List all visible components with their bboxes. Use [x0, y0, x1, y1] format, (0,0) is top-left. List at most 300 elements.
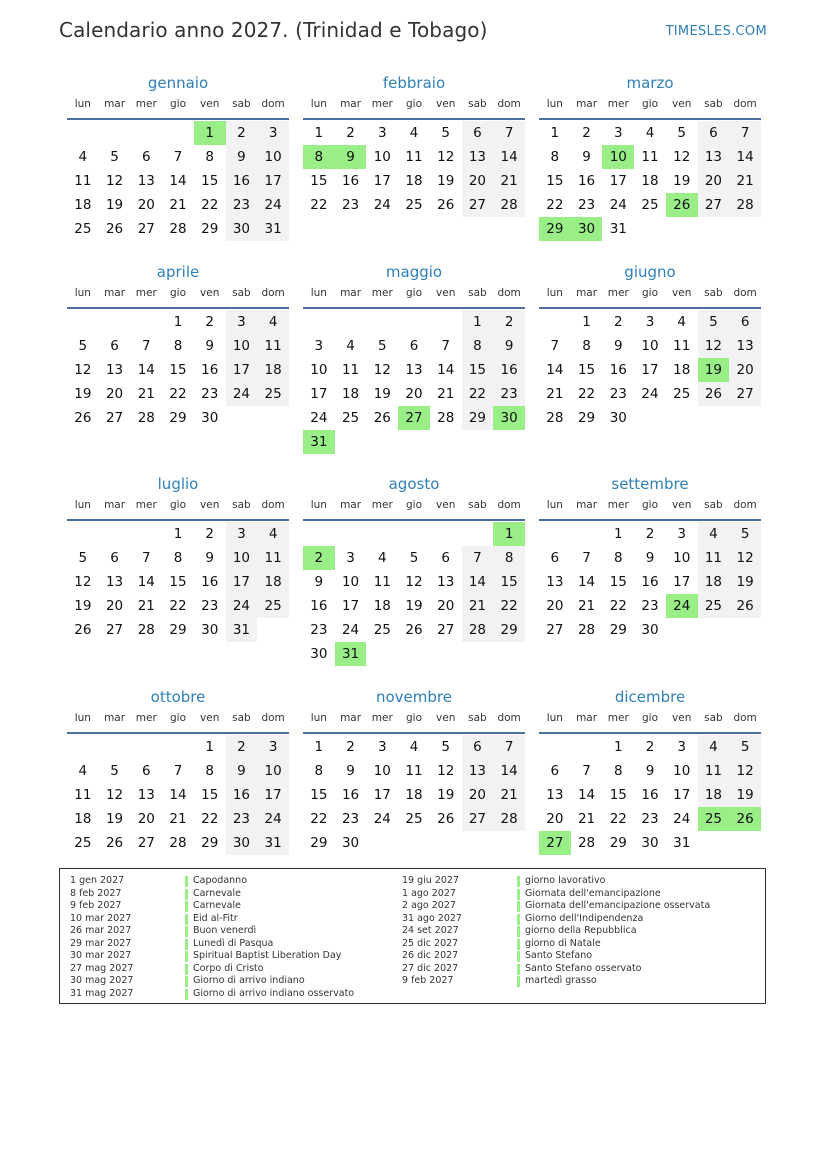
day-cell: 5 [441, 739, 450, 755]
day-cell: 19 [105, 197, 124, 213]
weekday-label: sab [704, 499, 723, 511]
day-cell: 31 [226, 618, 258, 642]
holiday-day-cell: 27 [539, 831, 571, 855]
day-cell: 16 [201, 362, 219, 378]
holiday-day-cell: 27 [398, 406, 430, 430]
day-cell: 26 [74, 622, 92, 638]
day-cell: 18 [641, 173, 659, 189]
holiday-row [402, 938, 710, 951]
month-maggio [303, 261, 525, 454]
holiday-row [70, 950, 354, 963]
day-grid [303, 310, 525, 454]
weekday-label: dom [497, 98, 521, 110]
empty-cell [67, 735, 99, 759]
weekday-label: mer [607, 287, 629, 299]
day-cell: 1 [613, 739, 623, 755]
day-cell: 10 [373, 763, 391, 779]
holiday-day-cell: 31 [303, 430, 335, 454]
day-cell: 15 [546, 173, 564, 189]
day-cell: 19 [729, 783, 761, 807]
day-cell: 4 [409, 739, 419, 755]
day-cell: 1 [314, 125, 324, 141]
empty-cell [430, 522, 462, 546]
day-cell: 18 [405, 787, 423, 803]
day-cell: 21 [577, 598, 596, 614]
day-cell: 6 [441, 550, 450, 566]
holiday-date: 8 feb 2027 [70, 887, 122, 899]
day-cell: 6 [462, 121, 494, 145]
holiday-row [70, 975, 354, 988]
day-cell: 24 [226, 594, 258, 618]
day-cell: 18 [74, 197, 92, 213]
day-cell: 19 [437, 173, 455, 189]
holiday-row [70, 963, 354, 976]
weekday-label: gio [641, 98, 658, 110]
day-cell: 12 [437, 149, 455, 165]
day-cell: 9 [613, 338, 623, 354]
day-cell: 19 [673, 173, 691, 189]
day-cell: 4 [257, 310, 289, 334]
month-name: agosto [388, 475, 440, 493]
day-grid [67, 121, 289, 241]
day-cell: 19 [373, 386, 391, 402]
day-cell: 11 [405, 763, 423, 779]
weekday-label: dom [733, 98, 757, 110]
weekday-label: dom [261, 287, 285, 299]
weekday-label: lun [546, 499, 563, 511]
day-cell: 12 [74, 362, 92, 378]
weekday-label: lun [74, 98, 91, 110]
holiday-name: Buon venerdì [193, 925, 257, 936]
month-name: aprile [156, 263, 200, 281]
month-gennaio [67, 72, 289, 241]
empty-cell [571, 522, 603, 546]
holiday-day-cell: 26 [729, 807, 761, 831]
holiday-marker [517, 976, 520, 987]
day-cell: 1 [205, 739, 214, 755]
weekday-label: gio [169, 287, 186, 299]
empty-cell [398, 522, 430, 546]
day-cell: 30 [609, 410, 627, 426]
weekday-header [303, 709, 525, 734]
day-cell: 15 [310, 173, 328, 189]
holiday-marker [185, 976, 188, 987]
holiday-row [70, 875, 354, 888]
day-cell: 27 [105, 410, 124, 426]
month-ottobre [67, 686, 289, 855]
day-cell: 20 [405, 386, 423, 402]
weekday-label: lun [310, 499, 327, 511]
holiday-day-cell: 1 [493, 522, 525, 546]
day-cell: 27 [698, 193, 730, 217]
day-cell: 7 [493, 735, 525, 759]
day-cell: 13 [137, 173, 155, 189]
day-cell: 25 [405, 811, 423, 827]
day-cell: 6 [550, 550, 560, 566]
day-cell: 26 [105, 835, 124, 851]
month-dicembre [539, 686, 761, 855]
weekday-label: gio [641, 499, 658, 511]
day-cell: 25 [405, 197, 423, 213]
day-cell: 17 [673, 787, 691, 803]
day-cell: 2 [226, 121, 258, 145]
weekday-label: ven [436, 712, 456, 724]
day-cell: 10 [226, 546, 258, 570]
day-cell: 1 [613, 526, 623, 542]
day-grid [539, 735, 761, 855]
holiday-name: Capodanno [193, 875, 248, 886]
day-cell: 26 [698, 382, 730, 406]
day-cell: 25 [257, 594, 289, 618]
day-cell: 3 [226, 522, 258, 546]
day-grid [303, 735, 525, 855]
day-cell: 18 [405, 173, 423, 189]
holiday-marker [185, 926, 188, 937]
day-cell: 13 [546, 787, 564, 803]
month-aprile [67, 261, 289, 430]
weekday-label: gio [641, 712, 658, 724]
day-cell: 16 [341, 787, 360, 803]
day-cell: 11 [698, 759, 730, 783]
holiday-name: Giorno di arrivo indiano osservato [193, 987, 355, 999]
weekday-label: gio [405, 712, 422, 724]
weekday-label: gio [169, 712, 186, 724]
day-cell: 12 [729, 546, 761, 570]
day-cell: 23 [493, 382, 525, 406]
month-giugno [539, 261, 761, 430]
day-cell: 20 [698, 169, 730, 193]
day-cell: 20 [437, 598, 455, 614]
empty-cell [67, 522, 99, 546]
day-cell: 15 [462, 358, 494, 382]
day-cell: 15 [169, 574, 187, 590]
day-cell: 2 [205, 314, 214, 330]
empty-cell [539, 310, 571, 334]
holiday-date: 30 mag 2027 [70, 975, 134, 986]
day-cell: 22 [546, 197, 564, 213]
day-cell: 27 [546, 622, 564, 638]
day-cell: 14 [169, 787, 187, 803]
day-cell: 17 [373, 787, 391, 803]
day-cell: 16 [226, 169, 258, 193]
day-cell: 15 [310, 787, 328, 803]
day-grid [67, 522, 289, 642]
day-cell: 11 [373, 574, 391, 590]
day-cell: 23 [609, 386, 627, 402]
empty-cell [67, 121, 99, 145]
day-cell: 8 [550, 149, 560, 165]
empty-cell [99, 310, 131, 334]
day-cell: 21 [169, 197, 187, 213]
day-cell: 9 [645, 763, 655, 779]
weekday-label: mar [576, 98, 598, 110]
day-cell: 10 [673, 763, 691, 779]
holiday-date: 24 set 2027 [402, 925, 459, 936]
holiday-date: 1 gen 2027 [70, 875, 125, 886]
day-cell: 18 [257, 570, 289, 594]
weekday-label: sab [232, 287, 251, 299]
holiday-marker [185, 939, 188, 950]
day-cell: 14 [137, 362, 155, 378]
weekday-label: mar [576, 287, 598, 299]
day-cell: 26 [74, 410, 92, 426]
holiday-day-cell: 19 [698, 358, 730, 382]
empty-cell [99, 121, 131, 145]
day-cell: 10 [257, 759, 289, 783]
day-cell: 23 [341, 811, 360, 827]
day-cell: 28 [577, 835, 596, 851]
day-cell: 27 [729, 382, 761, 406]
day-cell: 15 [201, 173, 219, 189]
holiday-marker [517, 926, 520, 937]
day-cell: 31 [257, 831, 289, 855]
day-grid [303, 522, 525, 666]
day-cell: 14 [493, 145, 525, 169]
day-cell: 3 [314, 338, 324, 354]
day-cell: 11 [341, 362, 360, 378]
day-cell: 16 [609, 362, 627, 378]
weekday-header [539, 496, 761, 521]
empty-cell [99, 735, 131, 759]
day-cell: 13 [698, 145, 730, 169]
day-cell: 7 [441, 338, 450, 354]
day-cell: 20 [105, 598, 124, 614]
month-novembre [303, 686, 525, 855]
day-cell: 17 [226, 358, 258, 382]
day-cell: 31 [609, 221, 627, 237]
day-cell: 21 [137, 386, 155, 402]
holiday-name: Spiritual Baptist Liberation Day [193, 950, 342, 961]
month-settembre [539, 473, 761, 642]
weekday-label: ven [436, 98, 456, 110]
empty-cell [335, 522, 367, 546]
month-luglio [67, 473, 289, 642]
holiday-marker [185, 951, 188, 962]
month-name: marzo [626, 74, 674, 92]
empty-cell [162, 735, 194, 759]
day-cell: 23 [310, 622, 328, 638]
day-cell: 11 [257, 334, 289, 358]
day-cell: 5 [377, 338, 387, 354]
day-cell: 13 [105, 362, 124, 378]
day-cell: 21 [437, 386, 455, 402]
weekday-header [67, 496, 289, 521]
day-cell: 30 [226, 217, 258, 241]
day-cell: 23 [201, 598, 219, 614]
holiday-day-cell: 10 [602, 145, 634, 169]
holiday-day-cell: 30 [571, 217, 603, 241]
day-cell: 9 [205, 338, 214, 354]
day-cell: 6 [462, 735, 494, 759]
day-cell: 4 [677, 314, 686, 330]
day-cell: 8 [205, 149, 214, 165]
holiday-day-cell: 9 [335, 145, 367, 169]
holiday-date: 19 giu 2027 [402, 875, 459, 886]
holiday-name: Santo Stefano [525, 950, 593, 961]
holiday-date: 9 feb 2027 [402, 975, 454, 986]
day-cell: 6 [141, 149, 151, 165]
holiday-date: 31 ago 2027 [402, 912, 462, 924]
day-cell: 23 [641, 598, 659, 614]
day-cell: 22 [462, 382, 494, 406]
weekday-label: ven [436, 499, 456, 511]
holiday-date: 31 mag 2027 [70, 987, 134, 999]
day-cell: 7 [173, 763, 183, 779]
day-cell: 8 [613, 763, 623, 779]
day-cell: 6 [550, 763, 560, 779]
day-cell: 4 [78, 763, 88, 779]
day-grid [539, 522, 761, 642]
day-cell: 18 [698, 783, 730, 807]
day-cell: 29 [169, 622, 187, 638]
holiday-name: Corpo di Cristo [193, 962, 264, 974]
day-cell: 20 [462, 169, 494, 193]
day-cell: 3 [226, 310, 258, 334]
brand-link[interactable]: TIMESLES.COM [665, 24, 767, 39]
day-cell: 9 [314, 574, 324, 590]
weekday-label: dom [497, 712, 521, 724]
weekday-label: sab [232, 98, 251, 110]
holiday-day-cell: 25 [698, 807, 730, 831]
day-cell: 1 [582, 314, 591, 330]
holiday-column-2 [402, 875, 710, 988]
day-cell: 9 [346, 763, 355, 779]
empty-cell [366, 310, 398, 334]
day-cell: 16 [641, 787, 659, 803]
empty-cell [366, 522, 398, 546]
empty-cell [99, 522, 131, 546]
day-cell: 3 [377, 125, 387, 141]
day-cell: 8 [462, 334, 494, 358]
day-cell: 17 [373, 173, 391, 189]
day-cell: 13 [462, 145, 494, 169]
day-cell: 5 [677, 125, 686, 141]
day-grid [539, 121, 761, 241]
weekday-header [303, 95, 525, 120]
holiday-date: 10 mar 2027 [70, 912, 132, 924]
weekday-label: dom [497, 287, 521, 299]
day-cell: 23 [341, 197, 360, 213]
day-cell: 7 [462, 546, 494, 570]
day-cell: 14 [137, 574, 155, 590]
day-cell: 7 [550, 338, 560, 354]
day-cell: 15 [169, 362, 187, 378]
month-febbraio [303, 72, 525, 217]
day-cell: 23 [577, 197, 596, 213]
day-cell: 3 [377, 739, 387, 755]
weekday-label: dom [733, 287, 757, 299]
day-cell: 18 [673, 362, 691, 378]
empty-cell [303, 310, 335, 334]
weekday-label: lun [546, 287, 563, 299]
holiday-name: Giornata dell'emancipazione [525, 887, 661, 899]
day-cell: 22 [201, 811, 219, 827]
day-cell: 4 [377, 550, 387, 566]
holiday-row [402, 888, 710, 901]
empty-cell [162, 121, 194, 145]
day-cell: 2 [582, 125, 591, 141]
day-cell: 24 [373, 811, 391, 827]
weekday-label: mar [104, 287, 126, 299]
day-cell: 12 [698, 334, 730, 358]
day-cell: 30 [641, 835, 659, 851]
day-cell: 22 [310, 811, 328, 827]
weekday-label: sab [704, 287, 723, 299]
day-cell: 23 [201, 386, 219, 402]
day-cell: 29 [201, 221, 219, 237]
day-cell: 9 [493, 334, 525, 358]
day-cell: 20 [137, 197, 155, 213]
weekday-header [67, 284, 289, 309]
weekday-label: ven [200, 712, 220, 724]
day-cell: 10 [641, 338, 659, 354]
day-cell: 5 [110, 149, 119, 165]
day-cell: 7 [582, 550, 591, 566]
day-cell: 10 [257, 145, 289, 169]
day-cell: 24 [609, 197, 627, 213]
weekday-label: mar [104, 98, 126, 110]
month-name: novembre [376, 688, 452, 706]
day-cell: 20 [546, 811, 564, 827]
holiday-row [70, 913, 354, 926]
day-cell: 14 [577, 574, 596, 590]
weekday-label: mar [340, 287, 362, 299]
day-cell: 3 [257, 121, 289, 145]
day-cell: 30 [226, 831, 258, 855]
day-cell: 26 [405, 622, 423, 638]
weekday-label: lun [74, 287, 91, 299]
empty-cell [67, 310, 99, 334]
day-cell: 10 [373, 149, 391, 165]
day-cell: 28 [493, 807, 525, 831]
empty-cell [571, 735, 603, 759]
day-cell: 7 [729, 121, 761, 145]
weekday-label: mar [340, 98, 362, 110]
weekday-header [539, 284, 761, 309]
empty-cell [462, 522, 494, 546]
day-cell: 11 [641, 149, 659, 165]
day-cell: 9 [645, 550, 655, 566]
holiday-marker [185, 964, 188, 975]
month-name: giugno [624, 263, 676, 281]
day-cell: 10 [226, 334, 258, 358]
day-cell: 2 [613, 314, 623, 330]
holiday-day-cell: 30 [493, 406, 525, 430]
holiday-row [70, 925, 354, 938]
day-cell: 23 [226, 193, 258, 217]
day-cell: 7 [582, 763, 591, 779]
day-cell: 8 [173, 550, 183, 566]
day-cell: 15 [201, 787, 219, 803]
day-cell: 28 [546, 410, 564, 426]
day-cell: 12 [105, 787, 124, 803]
month-name: maggio [385, 263, 443, 281]
day-cell: 31 [257, 217, 289, 241]
day-cell: 4 [409, 125, 419, 141]
holiday-date: 29 mar 2027 [70, 937, 132, 949]
day-cell: 12 [437, 763, 455, 779]
day-cell: 21 [137, 598, 155, 614]
day-cell: 19 [437, 787, 455, 803]
day-cell: 8 [173, 338, 183, 354]
day-cell: 20 [729, 358, 761, 382]
day-cell: 22 [609, 811, 627, 827]
weekday-label: dom [497, 499, 521, 511]
day-cell: 14 [169, 173, 187, 189]
day-cell: 5 [441, 125, 450, 141]
weekday-label: sab [232, 712, 251, 724]
empty-cell [539, 522, 571, 546]
